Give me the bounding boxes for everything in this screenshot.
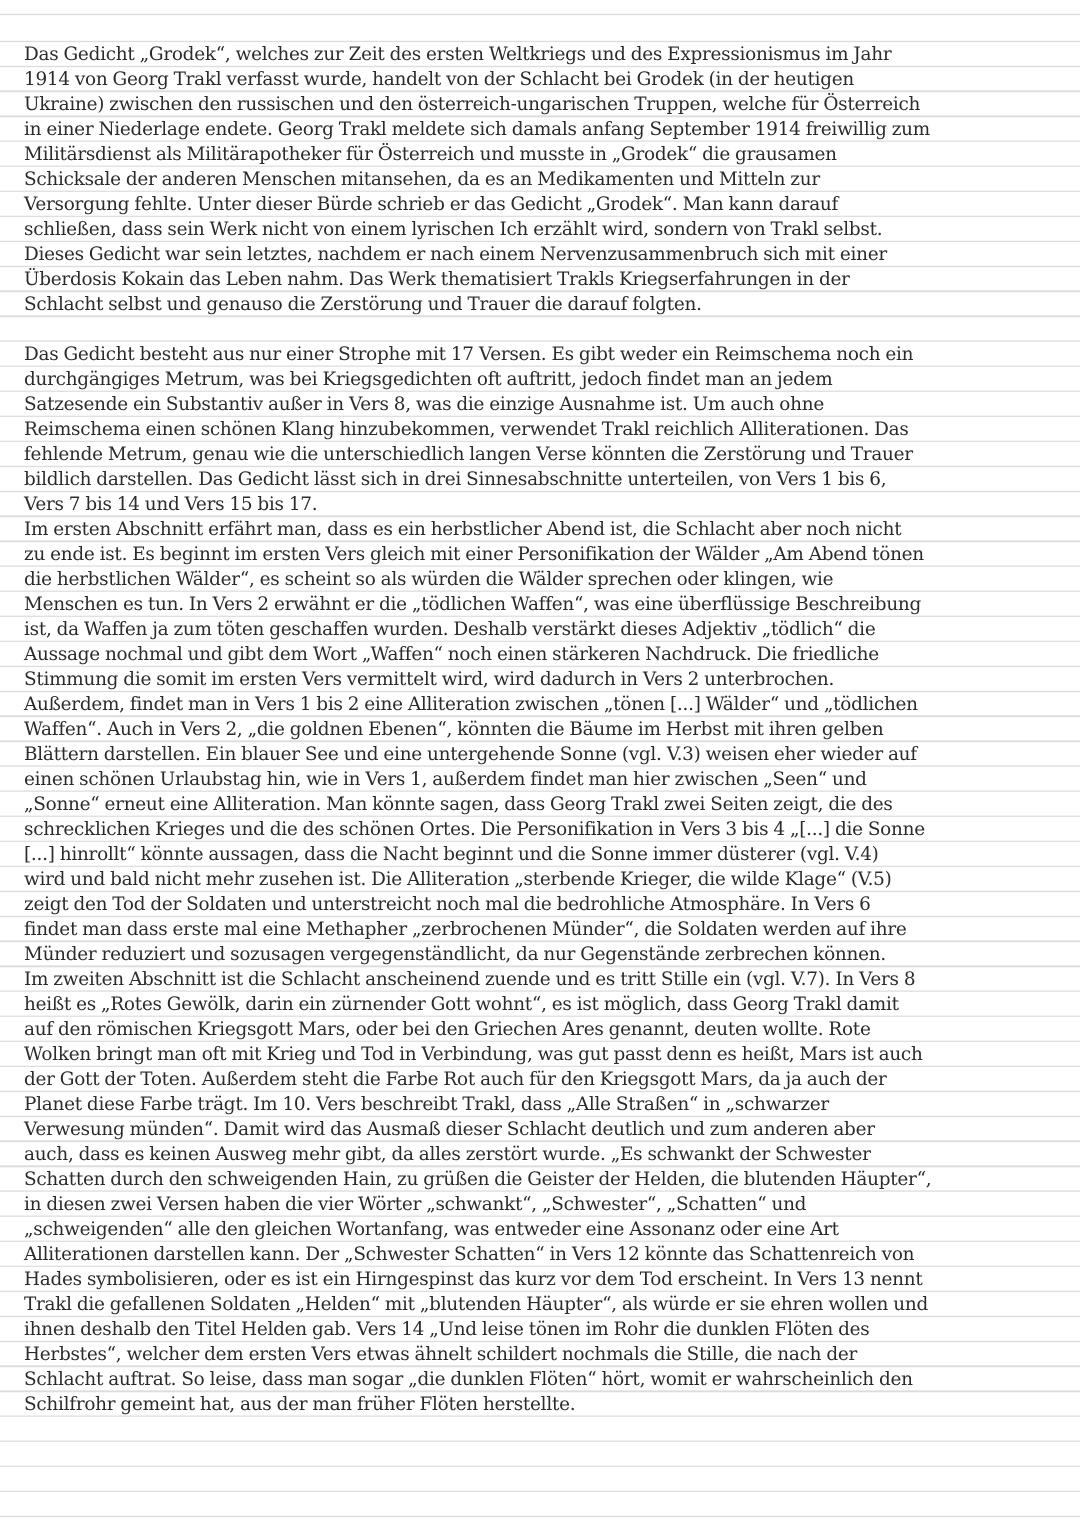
paragraph-form-analysis: Das Gedicht besteht aus nur einer Strophe mit 17 Versen. Es gibt weder ein Reimschema noch ein durchgängiges Metrum, was bei Kriegsgedichten oft auftritt, jedoch findet man an jedem Satzesende ein Substantiv außer in Vers 8, was die einzige Ausnahme ist. Um auch ohne Reimschema einen schönen Klang hinzubekommen, verwendet Trakl reichlich Alliterationen. Das fehlende Metrum, genau wie die unterschiedlich langen Verse könnten die Zerstörung und Trauer bildlich darstellen. Das Gedicht lässt sich in drei Sinnesabschnitte unterteilen, von Vers 1 bis 6, Vers 7 bis 14 und Vers 15 bis 17. (24, 344, 914, 515)
paragraph-first-section: Im ersten Abschnitt erfährt man, dass es ein herbstlicher Abend ist, die Schlacht aber noch nicht zu ende ist. Es beginnt im ersten Vers gleich mit einer Personifikation der Wälder „Am Abend tönen die herbstlichen Wälder“, es scheint so als würden die Wälder sprechen oder klingen, wie Menschen es tun. In Vers 2 erwähnt er die „tödlichen Waffen“, was eine überflüssige Beschreibung ist, da Waffen ja zum töten geschaffen wurden. Deshalb verstärkt dieses Adjektiv „tödlich“ die Aussage nochmal und gibt dem Wort „Waffen“ noch einen stärkeren Nachdruck. Die friedliche Stimmung die somit im ersten Vers vermittelt wird, wird dadurch in Vers 2 unterbrochen. Außerdem, findet man in Vers 1 bis 2 eine Alliteration zwischen „tönen [...] Wälder“ und „tödlichen Waffen“. Auch in Vers 2, „die goldnen Ebenen“, könnten die Bäume im Herbst mit ihren gelben Blättern darstellen. Ein blauer See und eine untergehende Sonne (vgl. V.3) weisen eher wieder auf einen schönen Urlaubstag hin, wie in Vers 1, außerdem findet man hier zwischen „Seen“ und „Sonne“ erneut eine Alliteration. Man könnte sagen, dass Georg Trakl zwei Seiten zeigt, die des schrecklichen Krieges und die des schönen Ortes. Die Personifikation in Vers 3 bis 4 „[...] die Sonne [...] hinrollt“ könnte aussagen, dass die Nacht beginnt und die Sonne immer düsterer (vgl. V.4) wird und bald nicht mehr zusehen ist. Die Alliteration „sterbende Krieger, die wilde Klage“ (V.5) zeigt den Tod der Soldaten und unterstreicht noch mal die bedrohliche Atmosphäre. In Vers 6 findet man dass erste mal eine Methapher „zerbrochenen Münder“, die Soldaten werden auf ihre Münder reduziert und sozusagen vergegenständlicht, da nur Gegenstände zerbrechen können. (24, 519, 925, 965)
paragraph-second-section: Im zweiten Abschnitt ist die Schlacht anscheinend zuende und es tritt Stille ein (vgl. V.7). In Vers 8 heißt es „Rotes Gewölk, darin ein zürnender Gott wohnt“, es ist möglich, dass Georg Trakl damit auf den römischen Kriegsgott Mars, oder bei den Griechen Ares genannt, deuten wollte. Rote Wolken bringt man oft mit Krieg und Tod in Verbindung, was gut passt denn es heißt, Mars ist auch der Gott der Toten. Außerdem steht die Farbe Rot auch für den Kriegsgott Mars, da ja auch der Planet diese Farbe trägt. Im 10. Vers beschreibt Trakl, dass „Alle Straßen“ in „schwarzer Verwesung münden“. Damit wird das Ausmaß dieser Schlacht deutlich und zum anderen aber auch, dass es keinen Ausweg mehr gibt, da alles zerstört wurde. „Es schwankt der Schwester Schatten durch den schweigenden Hain, zu grüßen die Geister der Helden, die blutenden Häupter“, in diesen zwei Versen haben die vier Wörter „schwankt“, „Schwester“, „Schatten“ und „schweigenden“ alle den gleichen Wortanfang, was entweder eine Assonanz oder eine Art Alliterationen darstellen kann. Der „Schwester Schatten“ in Vers 12 könnte das Schattenreich von Hades symbolisieren, oder es ist ein Hirngespinst das kurz vor dem Tod erscheint. In Vers 13 nennt Trakl die gefallenen Soldaten „Helden“ mit „blutenden Häupter“, als würde er sie ehren wollen und ihnen deshalb den Titel Helden gab. Vers 14 „Und leise tönen im Rohr die dunklen Flöten des Herbstes“, welcher dem ersten Vers etwas ähnelt schildert nochmals die Stille, die nach der Schlacht auftrat. So leise, dass man sogar „die dunklen Flöten“ hört, womit er wahrscheinlich den Schilfrohr gemeint hat, aus der man früher Flöten herstellte. (24, 969, 932, 1415)
paragraph-gap (24, 317, 1060, 342)
paragraph-introduction: Das Gedicht „Grodek“, welches zur Zeit des ersten Weltkriegs und des Expressionismus im Jahr 1914 von Georg Trakl verfasst wurde, handelt von der Schlacht bei Grodek (in der heutigen Ukraine) zwischen den russischen und den österreich-ungarischen Truppen, welche für Österreich in einer Niederlage endete. Georg Trakl meldete sich damals anfang September 1914 freiwillig zum Militärsdienst als Militärapotheker für Österreich und musste in „Grodek“ die grausamen Schicksale der anderen Menschen mitansehen, da es an Medikamenten und Mitteln zur Versorgung fehlte. Unter dieser Bürde schrieb er das Gedicht „Grodek“. Man kann darauf schließen, dass sein Werk nicht von einem lyrischen Ich erzählt wird, sondern von Trakl selbst. Dieses Gedicht war sein letztes, nachdem er nach einem Nervenzusammenbruch sich mit einer Überdosis Kokain das Leben nahm. Das Werk thematisiert Trakls Kriegserfahrungen in der Schlacht selbst und genauso die Zerstörung und Trauer die darauf folgten. (24, 44, 930, 315)
essay-body (24, 42, 1060, 1417)
